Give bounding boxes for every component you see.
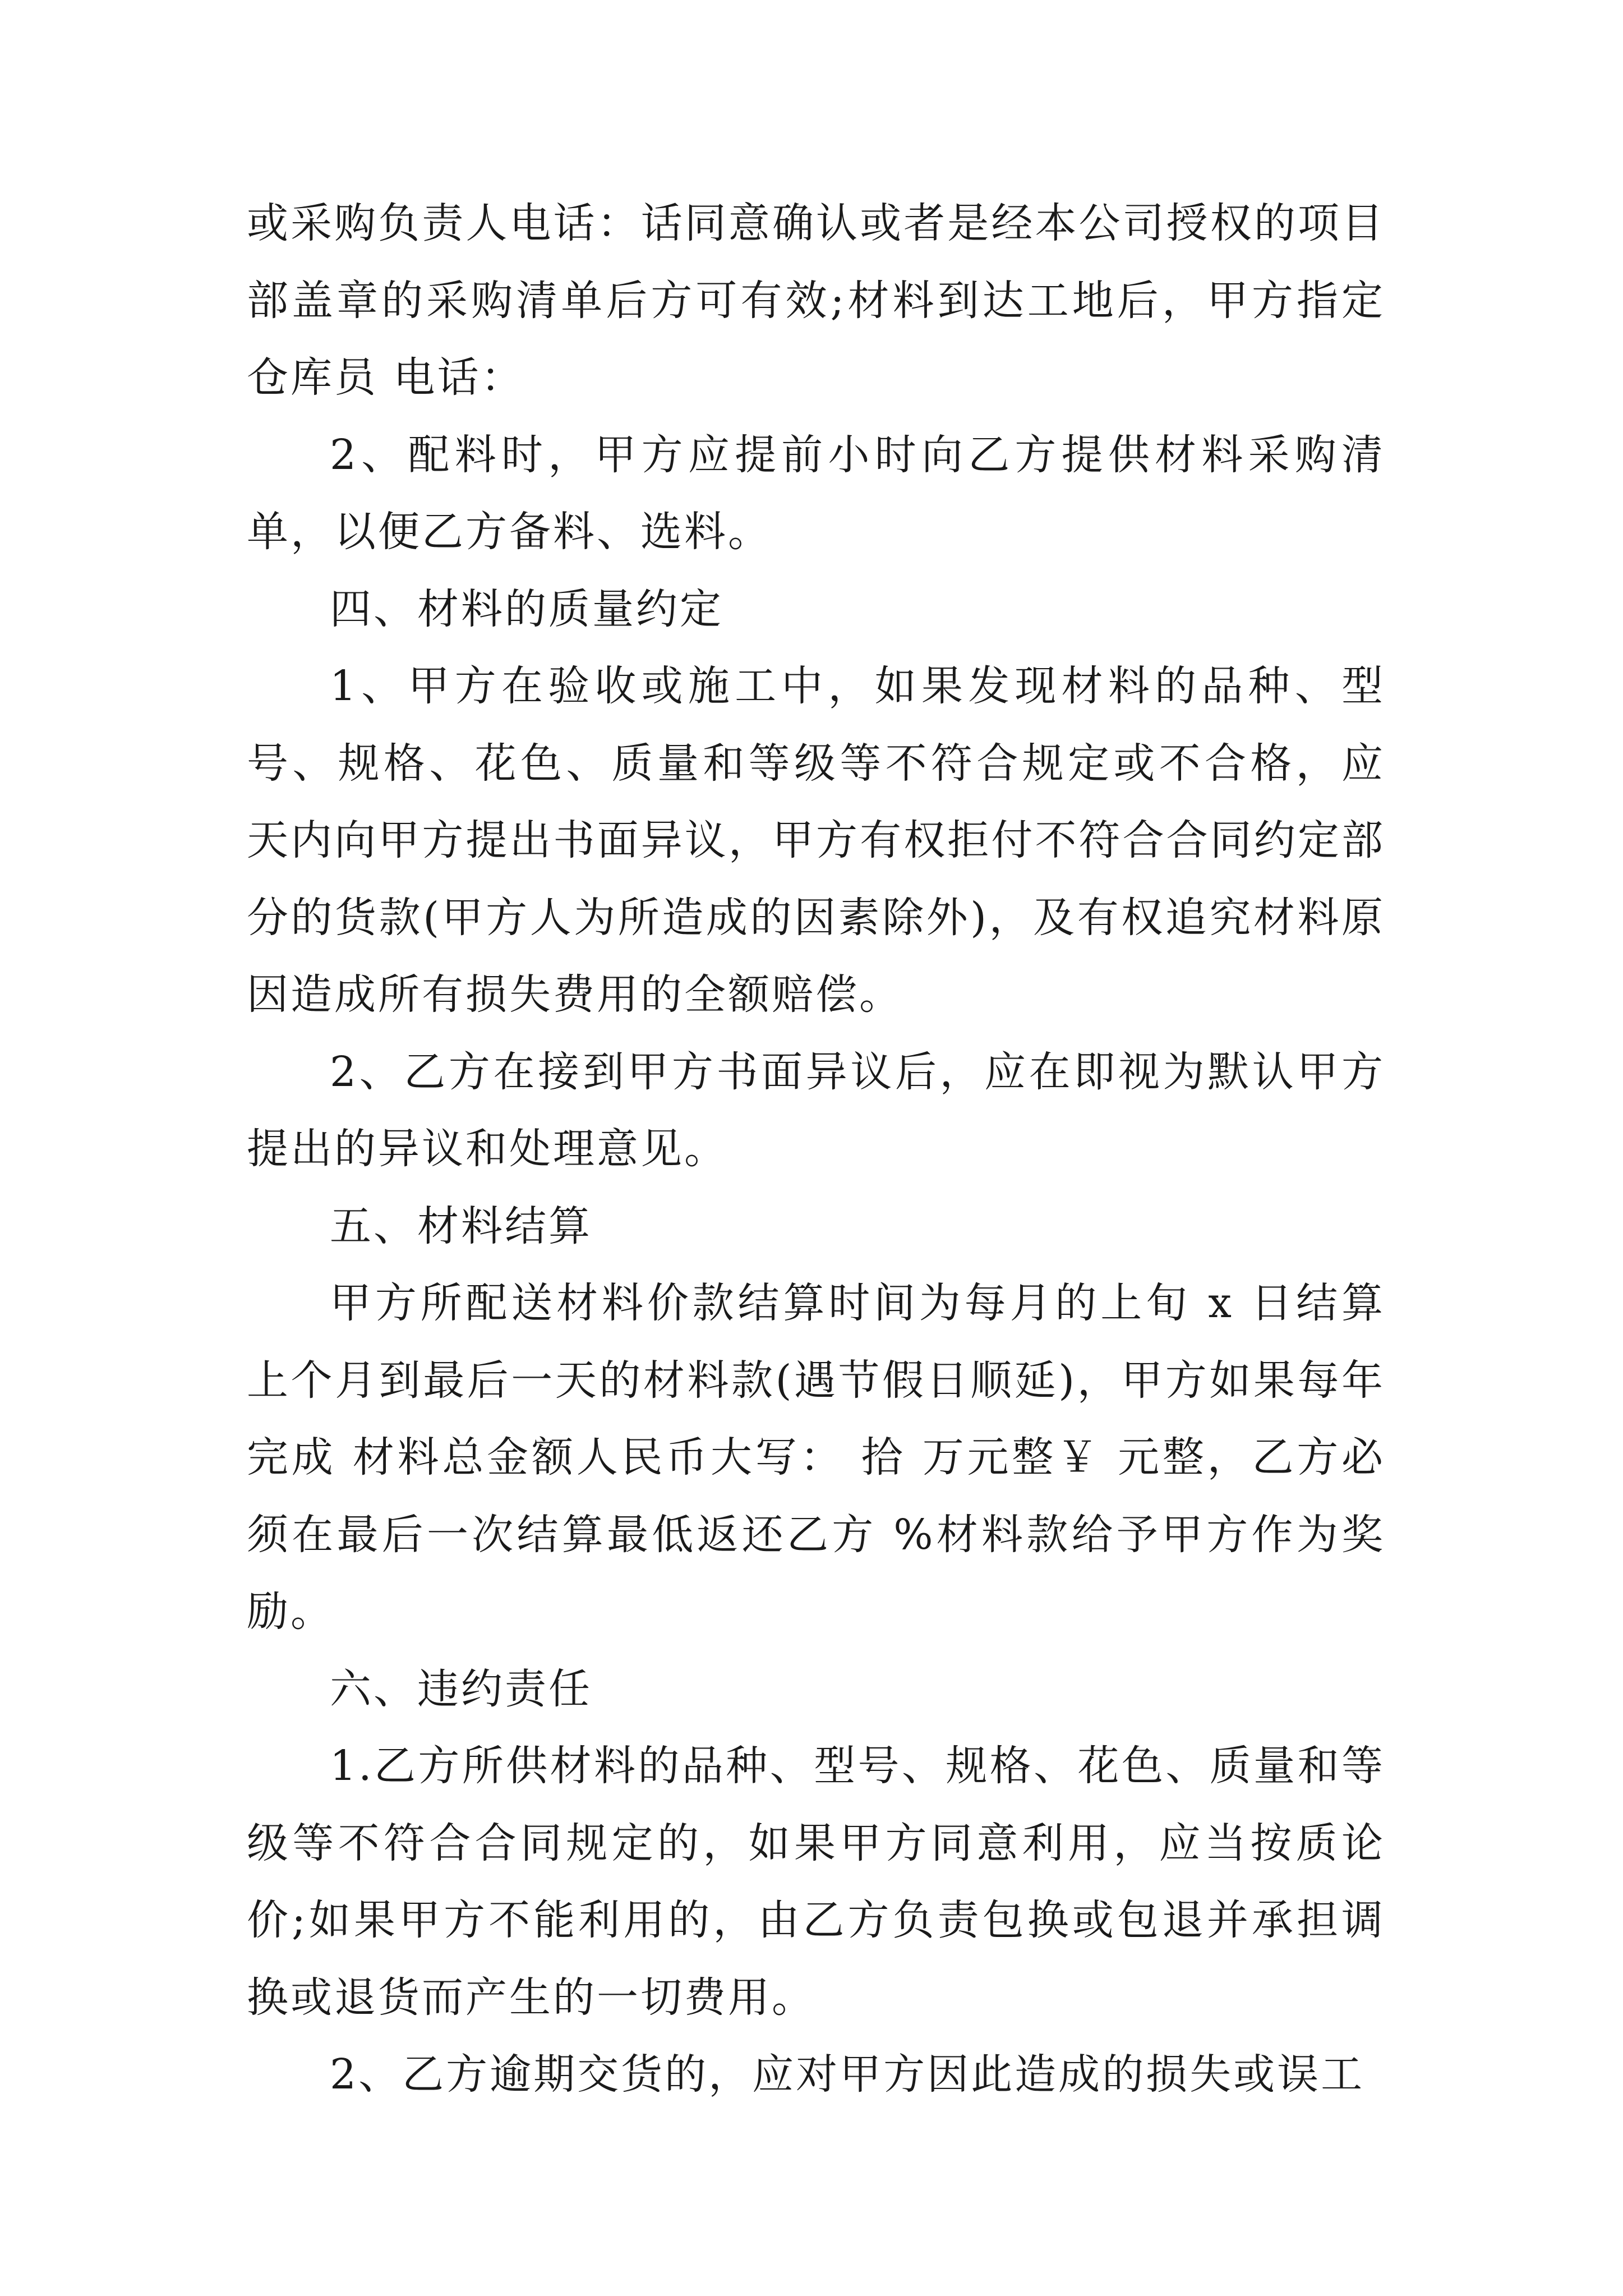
section-heading-quality: 四、材料的质量约定: [330, 585, 723, 633]
clause-advance-notice: 2、配料时，甲方应提前小时向乙方提供材料采购清单，以便乙方备料、选料。: [247, 430, 1385, 556]
paragraph-purchase-contact: 或采购负责人电话：话同意确认或者是经本公司授权的项目部盖章的采购清单后方可有效;材料到达工地后，甲方指定仓库员 电话：: [247, 199, 1385, 402]
clause-quality-objection: 1、甲方在验收或施工中，如果发现材料的品种、型号、规格、花色、质量和等级等不符合规定或不合格，应 天内向甲方提出书面异议，甲方有权拒付不符合合同约定部分的货款(甲方人为所造成的因素除外)，及有权追究材料原因造成所有损失费用的全额赔偿。: [247, 662, 1385, 1019]
contract-body: [247, 185, 1385, 2114]
clause-settlement-terms: 甲方所配送材料价款结算时间为每月的上旬 x 日结算上个月到最后一天的材料款(遇节假日顺延)，甲方如果每年完成 材料总金额人民币大写： 拾 万元整￥ 元整，乙方必须在最后一次结算最低返还乙方 %材料款给予甲方作为奖励。: [247, 1279, 1385, 1636]
clause-late-delivery: 2、乙方逾期交货的，应对甲方因此造成的损失或误工: [330, 2050, 1365, 2099]
clause-nonconforming-materials: 1.乙方所供材料的品种、型号、规格、花色、质量和等级等不符合合同规定的，如果甲方同意利用，应当按质论价;如果甲方不能利用的，由乙方负责包换或包退并承担调换或退货而产生的一切费用。: [247, 1742, 1385, 2022]
section-heading-liability: 六、违约责任: [330, 1664, 592, 1713]
clause-objection-response: 2、乙方在接到甲方书面异议后，应在即视为默认甲方提出的异议和处理意见。: [247, 1047, 1385, 1173]
section-heading-settlement: 五、材料结算: [330, 1202, 592, 1250]
